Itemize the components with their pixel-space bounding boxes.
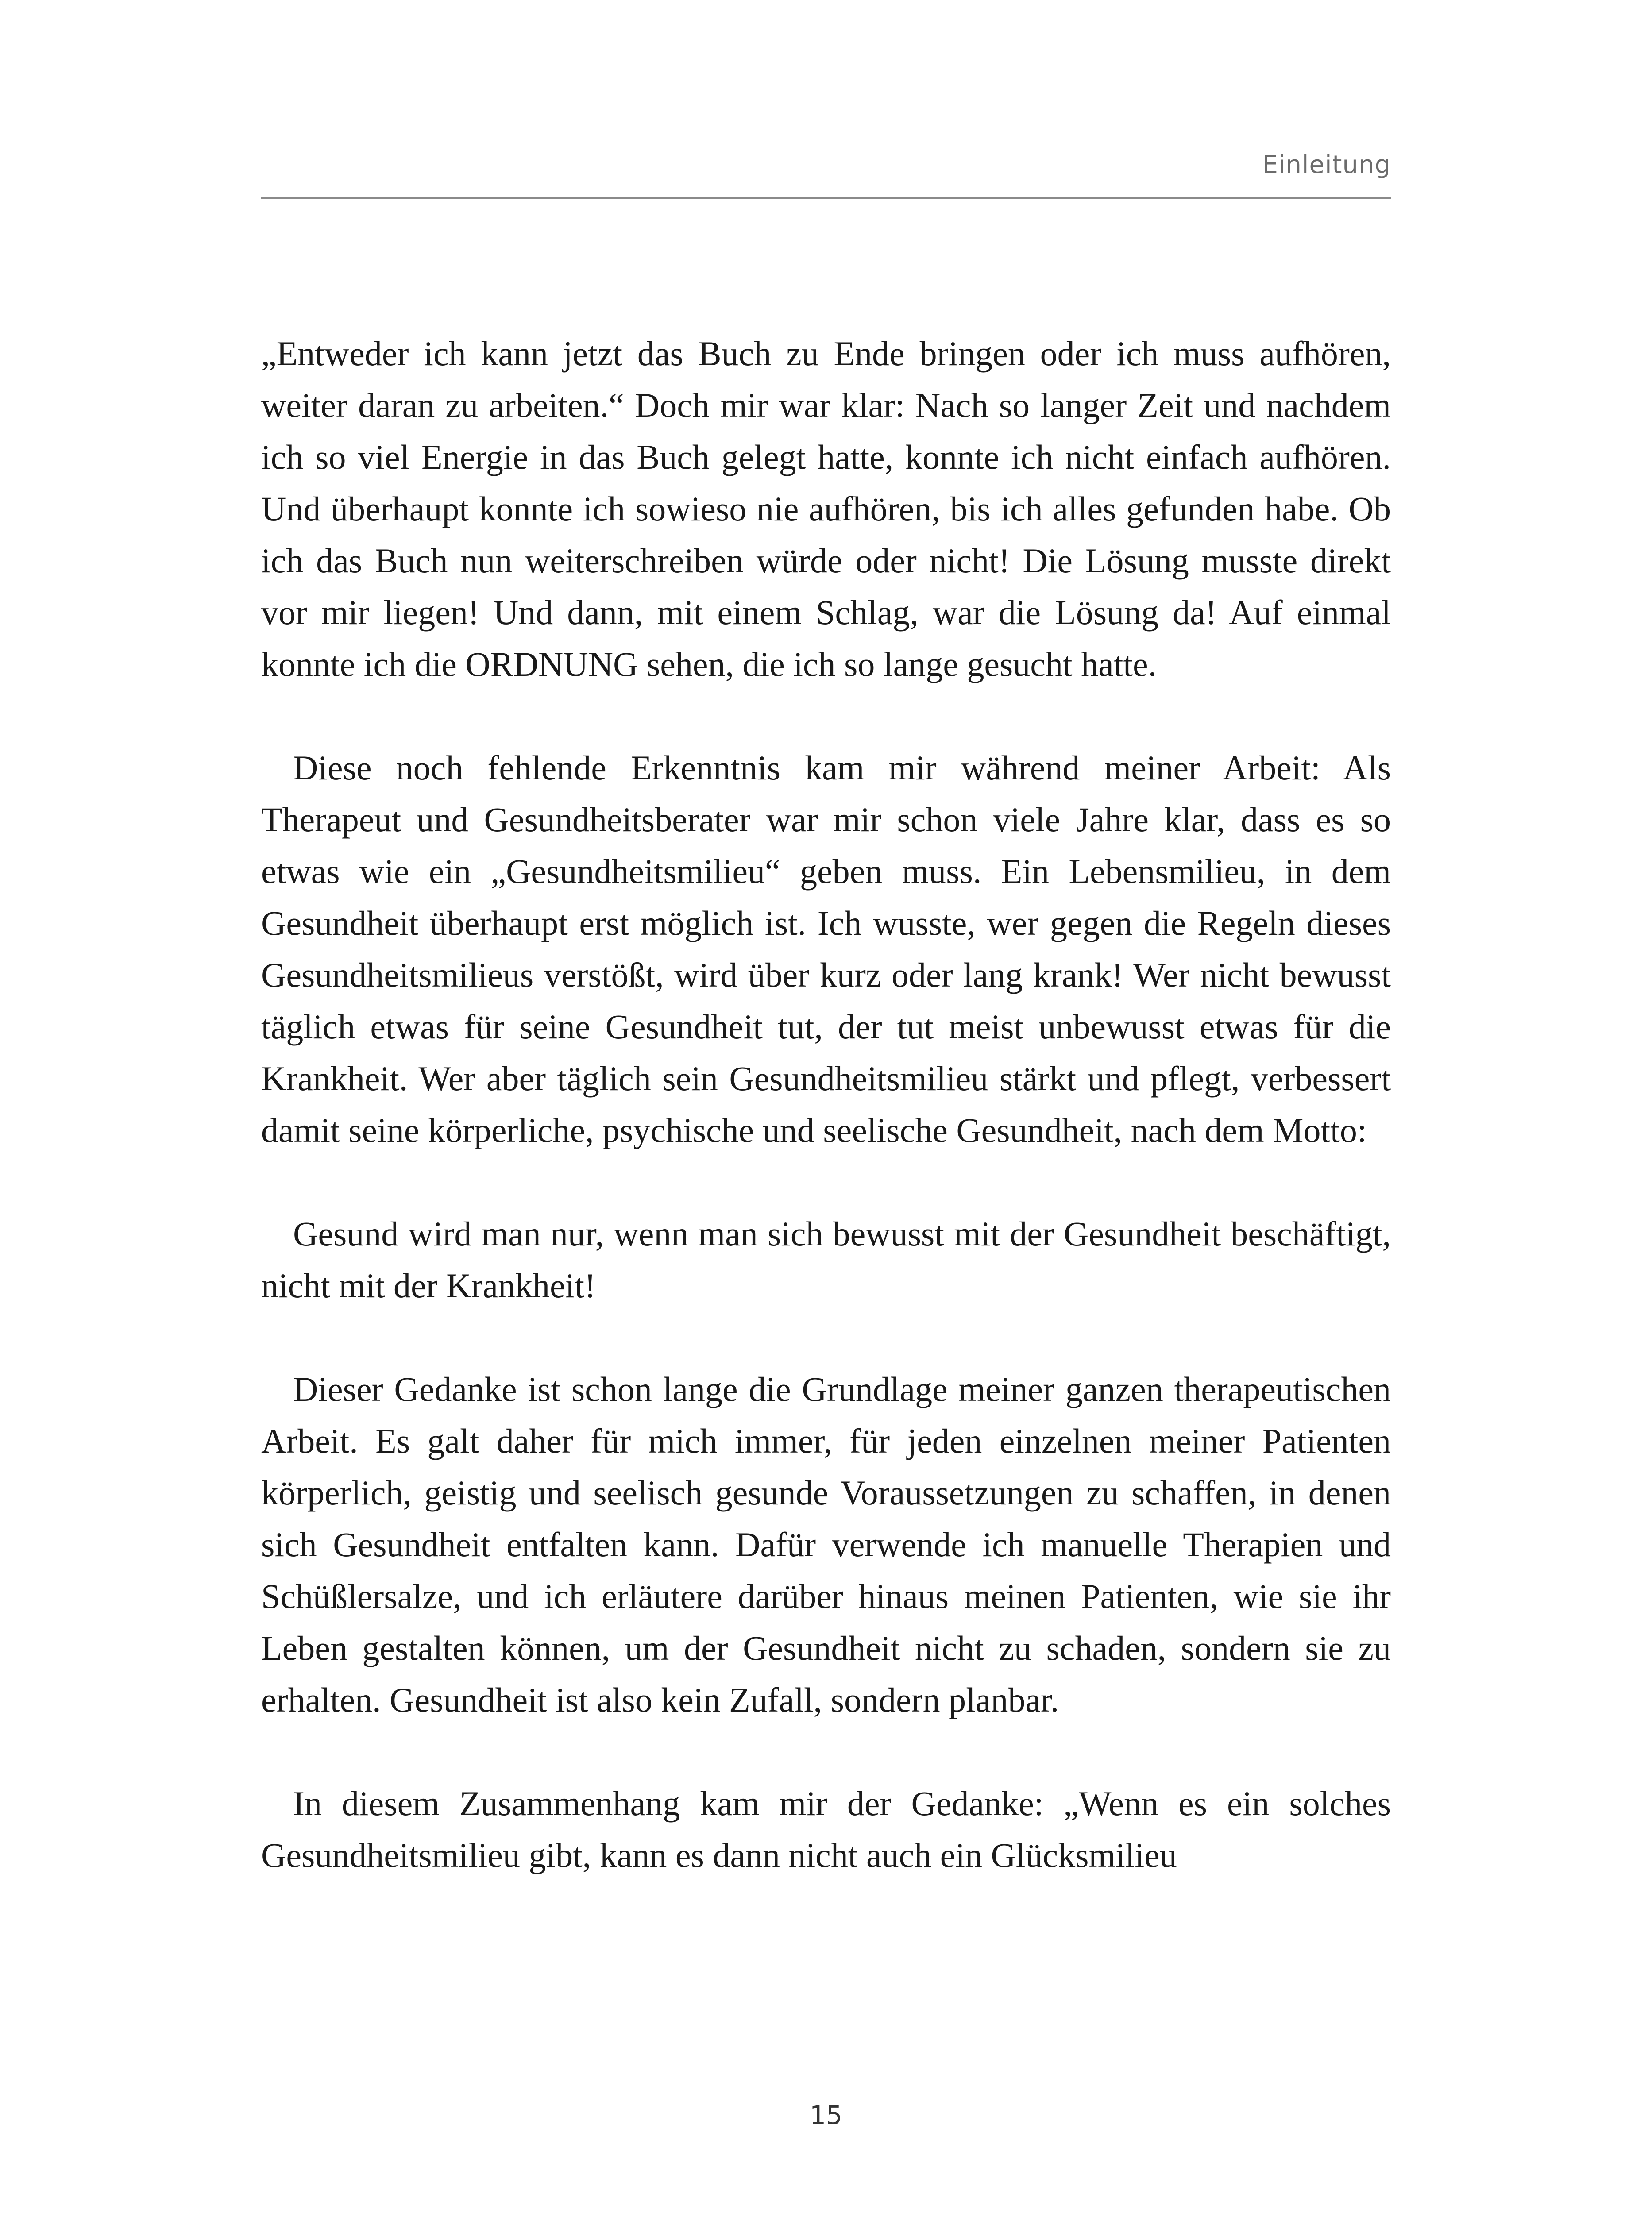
paragraph: In diesem Zusammenhang kam mir der Gedanke: „Wenn es ein solches Gesundheitsmilieu gibt, kann es dann nicht auch ein Glücksmilieu bbox=[261, 1784, 1391, 1874]
running-head: Einleitung bbox=[1262, 150, 1391, 179]
page-number: 15 bbox=[810, 2100, 842, 2130]
paragraph: Diese noch fehlende Erkenntnis kam mir während meiner Arbeit: Als Therapeut und Gesundheitsberater war mir schon viele Jahre klar, dass es so etwas wie ein „Gesundheitsmilieu“ geben muss. Ein Lebensmilieu, in dem Gesundheit überhaupt erst möglich ist. Ich wusste, wer gegen die Regeln dieses Gesundheitsmilieus verstößt, wird über kurz oder lang krank! Wer nicht bewusst täglich etwas für seine Gesundheit tut, der tut meist unbewusst etwas für die Krankheit. Wer aber täglich sein Gesundheitsmilieu stärkt und pflegt, verbessert damit seine körperliche, psychische und seelische Gesundheit, nach dem Motto: bbox=[261, 748, 1391, 1149]
header-rule bbox=[261, 197, 1391, 199]
paragraph: Gesund wird man nur, wenn man sich bewusst mit der Gesundheit beschäftigt, nicht mit der Krankheit! bbox=[261, 1214, 1391, 1305]
paragraph: „Entweder ich kann jetzt das Buch zu Ende bringen oder ich muss aufhören, weiter daran zu arbeiten.“ Doch mir war klar: Nach so langer Zeit und nachdem ich so viel Energie in das Buch gelegt hatte, konnte ich nicht einfach aufhören. Und überhaupt konnte ich sowieso nie aufhören, bis ich alles gefunden habe. Ob ich das Buch nun weiterschreiben würde oder nicht! Die Lösung musste direkt vor mir liegen! Und dann, mit einem Schlag, war die Lösung da! Auf einmal konnte ich die ORDNUNG sehen, die ich so lange gesucht hatte. bbox=[261, 334, 1391, 683]
body-text bbox=[261, 328, 1391, 1881]
paragraph: Dieser Gedanke ist schon lange die Grundlage meiner ganzen therapeutischen Arbeit. Es galt daher für mich immer, für jeden einzelnen meiner Patienten körperlich, geistig und seelisch gesunde Voraussetzungen zu schaffen, in denen sich Gesundheit entfalten kann. Dafür verwende ich manuelle Therapien und Schüßlersalze, und ich erläutere darüber hinaus meinen Patienten, wie sie ihr Leben gestalten können, um der Gesundheit nicht zu schaden, sondern sie zu erhalten. Gesundheit ist also kein Zufall, sondern planbar. bbox=[261, 1370, 1391, 1719]
